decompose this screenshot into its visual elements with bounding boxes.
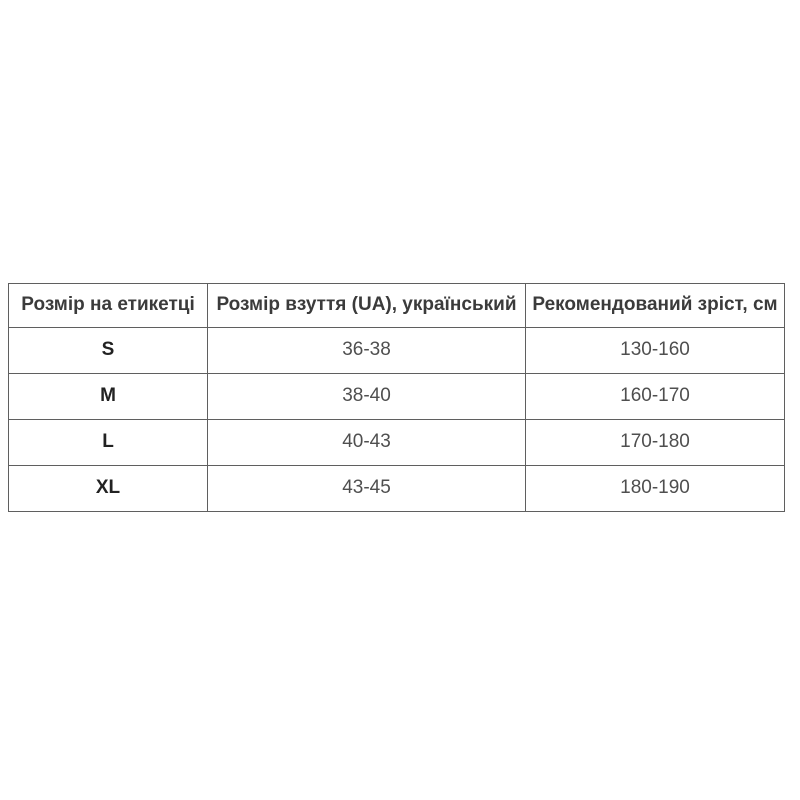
size-label-cell: M [9,374,208,420]
size-label-cell: L [9,420,208,466]
size-label-cell: XL [9,466,208,512]
size-label-cell: S [9,328,208,374]
shoe-size-cell: 38-40 [208,374,526,420]
size-chart-table [8,283,785,512]
height-cell: 130-160 [526,328,785,374]
column-header-recommended-height: Рекомендований зріст, см [526,284,785,328]
table-row [9,420,785,466]
table-row [9,466,785,512]
height-cell: 170-180 [526,420,785,466]
column-header-label-size: Розмір на етикетці [9,284,208,328]
height-cell: 180-190 [526,466,785,512]
shoe-size-cell: 43-45 [208,466,526,512]
table-row [9,374,785,420]
height-cell: 160-170 [526,374,785,420]
column-header-shoe-size: Розмір взуття (UA), український [208,284,526,328]
table-header-row [9,284,785,328]
shoe-size-cell: 40-43 [208,420,526,466]
table-row [9,328,785,374]
shoe-size-cell: 36-38 [208,328,526,374]
